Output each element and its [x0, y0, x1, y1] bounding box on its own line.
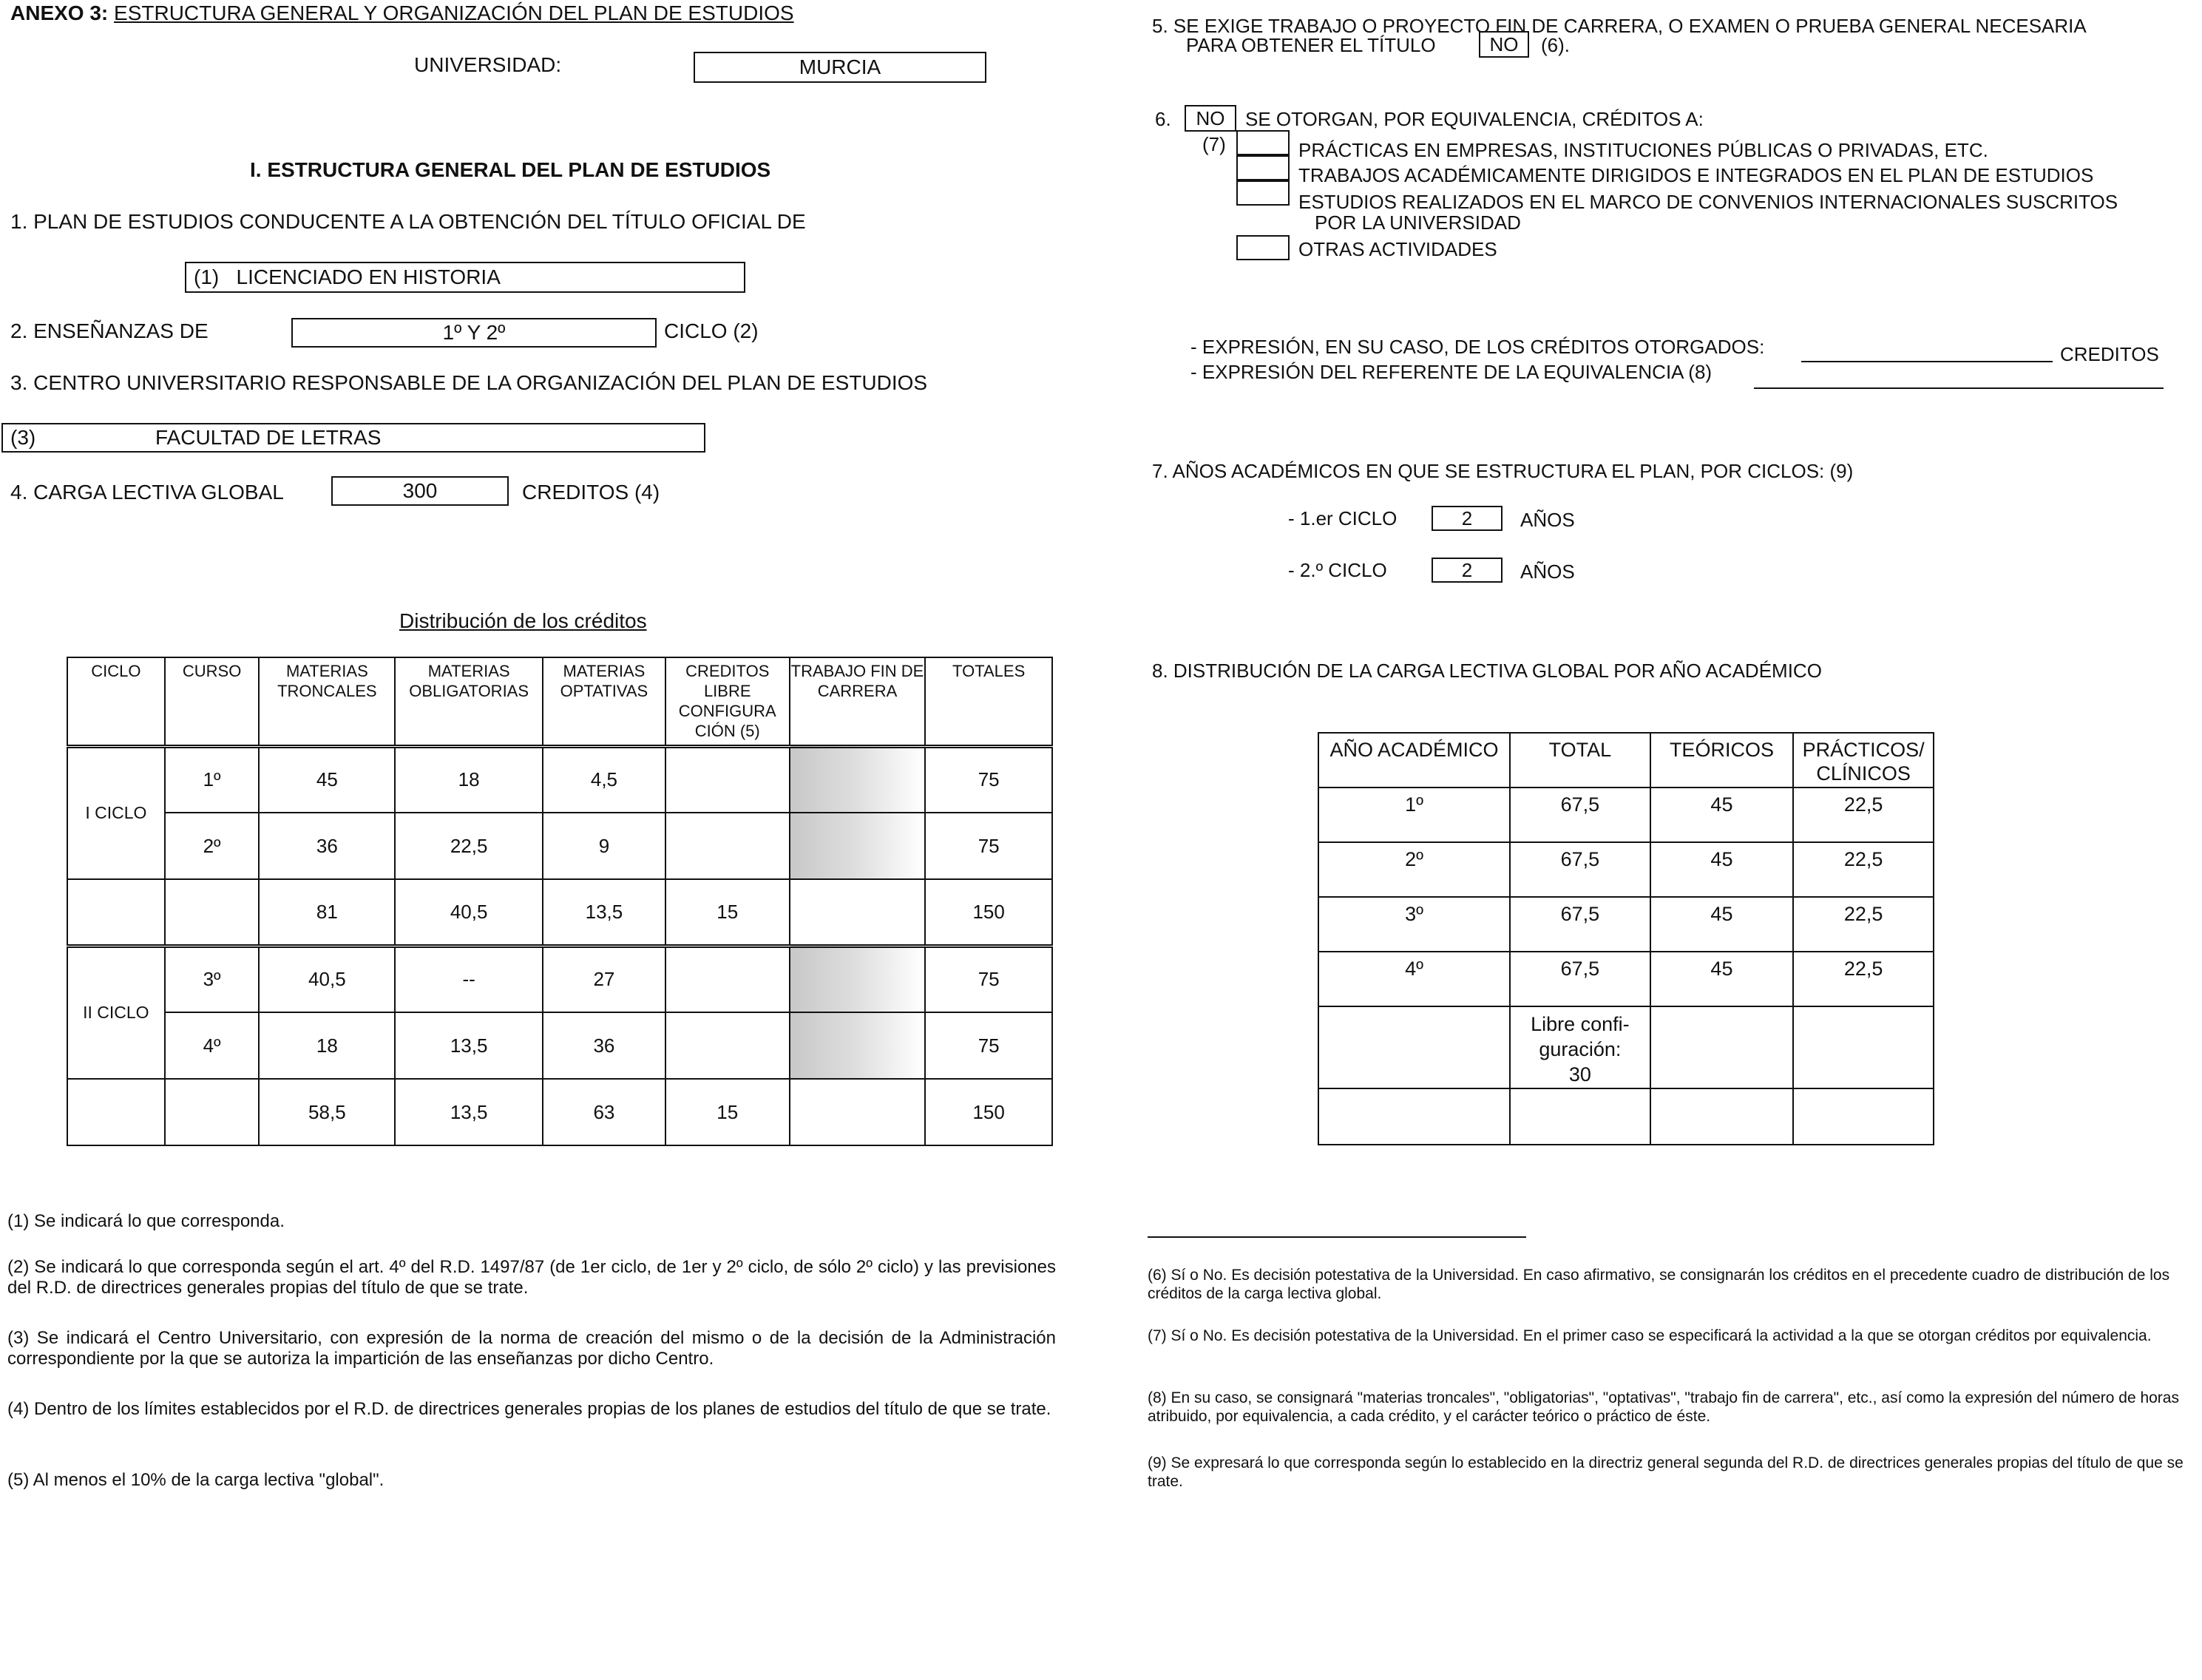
option-checkbox: [1236, 155, 1290, 180]
item5-line2: PARA OBTENER EL TÍTULO: [1186, 34, 1436, 56]
cell-obligatorias: 40,5: [395, 879, 543, 946]
cell-optativas: 4,5: [543, 746, 665, 813]
footnote-separator: [1148, 1236, 1526, 1238]
cell-troncales: 18: [259, 1012, 395, 1079]
cell-tfc: [790, 946, 926, 1012]
col-header-ciclo: CICLO: [67, 657, 165, 746]
cell-libre: [665, 746, 790, 813]
col-header-obligatorias: MATERIAS OBLIGATORIAS: [395, 657, 543, 746]
university-field: [694, 52, 986, 83]
cell-troncales: 36: [259, 813, 395, 879]
cell-obligatorias: 13,5: [395, 1079, 543, 1145]
cell-practicos: [1793, 1088, 1934, 1145]
credits-field: [331, 476, 509, 506]
cell-total: Libre confi- guración: 30: [1510, 1006, 1650, 1088]
col-header-teoricos: TEÓRICOS: [1650, 733, 1793, 788]
col-header-curso: CURSO: [165, 657, 260, 746]
cell-optativas: 13,5: [543, 879, 665, 946]
table-row: [67, 813, 1052, 879]
cycle2-years-value: 2: [1461, 558, 1473, 581]
item8-title: 8. DISTRIBUCIÓN DE LA CARGA LECTIVA GLOBAL POR AÑO ACADÉMICO: [1152, 660, 1822, 682]
expr-referent-label: - EXPRESIÓN DEL REFERENTE DE LA EQUIVALENCIA (8): [1190, 361, 1713, 383]
expr-credits-suffix: CREDITOS: [2060, 343, 2159, 365]
col-header-ano: AÑO ACADÉMICO: [1318, 733, 1510, 788]
cell-ano: 4º: [1318, 952, 1510, 1006]
cell-troncales: 58,5: [259, 1079, 395, 1145]
cell-libre: [665, 813, 790, 879]
cell-tfc: [790, 1012, 926, 1079]
table-row: [1318, 897, 1934, 952]
distribution-table: [67, 657, 1053, 1146]
item7-title: 7. AÑOS ACADÉMICOS EN QUE SE ESTRUCTURA EL PLAN, POR CICLOS: (9): [1152, 460, 1854, 482]
cell-libre: [665, 1012, 790, 1079]
item2-label: 2. ENSEÑANZAS DE: [10, 319, 209, 342]
cell-total: 75: [925, 1012, 1052, 1079]
cell-libre: 15: [665, 1079, 790, 1145]
cell-troncales: 40,5: [259, 946, 395, 1012]
footnote-9: (9) Se expresará lo que corresponda según lo establecido en la directriz general segunda del R.D. de directrices generales propias del título de que se trate.: [1148, 1454, 2184, 1490]
cycle-1-label: I CICLO: [67, 746, 165, 879]
table-row: [1318, 952, 1934, 1006]
cell-total: 75: [925, 746, 1052, 813]
cell-optativas: 36: [543, 1012, 665, 1079]
cell-practicos: 22,5: [1793, 897, 1934, 952]
expr-credits-line: [1801, 361, 2053, 362]
option-trabajos: TRABAJOS ACADÉMICAMENTE DIRIGIDOS E INTEGRADOS EN EL PLAN DE ESTUDIOS: [1298, 164, 2094, 186]
cell-ciclo: [67, 1079, 165, 1145]
cell-curso: 4º: [165, 1012, 260, 1079]
cell-libre: [665, 946, 790, 1012]
section-title: I. ESTRUCTURA GENERAL DEL PLAN DE ESTUDIOS: [250, 158, 771, 181]
footnote-1: (1) Se indicará lo que corresponda.: [7, 1211, 285, 1231]
load-table: [1318, 732, 1934, 1145]
cell-total: [1510, 1088, 1650, 1145]
cell-obligatorias: --: [395, 946, 543, 1012]
option-checkbox: [1236, 235, 1290, 260]
footnote-7: (7) Sí o No. Es decisión potestativa de la Universidad. En el primer caso se especificará la actividad a la que se otorgan créditos por equivalencia.: [1148, 1327, 2152, 1344]
table-row: [1318, 842, 1934, 897]
table-row: [67, 946, 1052, 1012]
cell-troncales: 45: [259, 746, 395, 813]
footnote-4: (4) Dentro de los límites establecidos por el R.D. de directrices generales propias de los planes de estudios del título de que se trate.: [7, 1399, 1051, 1419]
cell-practicos: 22,5: [1793, 842, 1934, 897]
cell-tfc: [790, 1079, 926, 1145]
cell-teoricos: 45: [1650, 952, 1793, 1006]
title-field: [185, 262, 745, 293]
item4-suffix: CREDITOS (4): [522, 481, 660, 504]
table-row: [67, 746, 1052, 813]
cell-curso: [165, 1079, 260, 1145]
cell-optativas: 9: [543, 813, 665, 879]
distribution-title: Distribución de los créditos: [399, 609, 647, 632]
cell-tfc: [790, 879, 926, 946]
cycle2-years-unit: AÑOS: [1520, 560, 1575, 583]
expr-referent-line: [1754, 387, 2164, 389]
col-header-total: TOTAL: [1510, 733, 1650, 788]
cell-optativas: 63: [543, 1079, 665, 1145]
cycle1-years-unit: AÑOS: [1520, 509, 1575, 531]
cell-total: 67,5: [1510, 952, 1650, 1006]
expr-credits-label: - EXPRESIÓN, EN SU CASO, DE LOS CRÉDITOS OTORGADOS:: [1190, 336, 1765, 358]
item1-text: 1. PLAN DE ESTUDIOS CONDUCENTE A LA OBTENCIÓN DEL TÍTULO OFICIAL DE: [10, 210, 806, 233]
cell-teoricos: 45: [1650, 788, 1793, 842]
cell-ano: 3º: [1318, 897, 1510, 952]
col-header-optativas: MATERIAS OPTATIVAS: [543, 657, 665, 746]
item5-line1: 5. SE EXIGE TRABAJO O PROYECTO FIN DE CARRERA, O EXAMEN O PRUEBA GENERAL NECESARIA: [1152, 15, 2087, 37]
annex-title: ESTRUCTURA GENERAL Y ORGANIZACIÓN DEL PLAN DE ESTUDIOS: [114, 1, 794, 24]
cell-obligatorias: 13,5: [395, 1012, 543, 1079]
cell-total: 150: [925, 879, 1052, 946]
cell-teoricos: 45: [1650, 897, 1793, 952]
cell-ano: 2º: [1318, 842, 1510, 897]
option-estudios-cont: POR LA UNIVERSIDAD: [1315, 211, 1521, 234]
table-row: [67, 1012, 1052, 1079]
cell-ciclo: [67, 879, 165, 946]
cell-curso: [165, 879, 260, 946]
cell-total: 150: [925, 1079, 1052, 1145]
cell-teoricos: 45: [1650, 842, 1793, 897]
cell-curso: 1º: [165, 746, 260, 813]
option-checkbox: [1236, 130, 1290, 155]
item2-suffix: CICLO (2): [664, 319, 759, 342]
cell-total: 75: [925, 946, 1052, 1012]
cell-total: 67,5: [1510, 842, 1650, 897]
item3-text: 3. CENTRO UNIVERSITARIO RESPONSABLE DE LA ORGANIZACIÓN DEL PLAN DE ESTUDIOS: [10, 371, 928, 394]
center-field: [1, 423, 705, 453]
annex-heading: [10, 1, 794, 25]
cell-optativas: 27: [543, 946, 665, 1012]
cell-total: 67,5: [1510, 788, 1650, 842]
annex-label: ANEXO 3:: [10, 1, 109, 24]
option-practicas: PRÁCTICAS EN EMPRESAS, INSTITUCIONES PÚBLICAS O PRIVADAS, ETC.: [1298, 139, 1988, 161]
cell-ano: [1318, 1088, 1510, 1145]
cell-total: 75: [925, 813, 1052, 879]
cell-ano: [1318, 1006, 1510, 1088]
credits-value: 300: [402, 479, 438, 502]
cell-practicos: 22,5: [1793, 952, 1934, 1006]
item6-text: SE OTORGAN, POR EQUIVALENCIA, CRÉDITOS A:: [1245, 108, 1704, 130]
col-header-troncales: MATERIAS TRONCALES: [259, 657, 395, 746]
item5-field: [1479, 31, 1529, 58]
item6-num: 6.: [1155, 108, 1171, 130]
cycles-value: 1º Y 2º: [442, 321, 506, 344]
table-row: [67, 879, 1052, 946]
cycle-2-label: II CICLO: [67, 946, 165, 1079]
col-header-tfc: TRABAJO FIN DE CARRERA: [790, 657, 926, 746]
item6-field: [1185, 105, 1236, 132]
cell-teoricos: [1650, 1006, 1793, 1088]
footnote-2: (2) Se indicará lo que corresponda según el art. 4º del R.D. 1497/87 (de 1er ciclo, de 1er y 2º ciclo, de sólo 2º ciclo) y las previsiones del R.D. de directrices generales propias del título de que se trate.: [7, 1257, 1056, 1298]
cycle2-label: - 2.º CICLO: [1288, 559, 1387, 581]
item6-value: NO: [1196, 106, 1225, 129]
table-row: [67, 1079, 1052, 1145]
cell-ano: 1º: [1318, 788, 1510, 842]
load-header-row: [1318, 733, 1934, 788]
cell-obligatorias: 18: [395, 746, 543, 813]
cell-total: 67,5: [1510, 897, 1650, 952]
item4-label: 4. CARGA LECTIVA GLOBAL: [10, 481, 284, 504]
center-num: (3): [10, 426, 36, 449]
cell-troncales: 81: [259, 879, 395, 946]
cell-tfc: [790, 746, 926, 813]
item6-note-ref: (7): [1202, 133, 1226, 155]
title-value: (1) LICENCIADO EN HISTORIA: [194, 265, 501, 288]
cycle1-years-value: 2: [1461, 507, 1473, 529]
cycle1-years-field: [1432, 506, 1503, 531]
footnote-8: (8) En su caso, se consignará "materias troncales", "obligatorias", "optativas", "trabajo fin de carrera", etc., así como la expresión del número de horas atribuido, por equivalencia, a cada crédito, y el carácter teórico o práctico de éste.: [1148, 1389, 2179, 1425]
cycles-field: [291, 318, 657, 348]
cell-practicos: 22,5: [1793, 788, 1934, 842]
university-value: MURCIA: [799, 55, 881, 78]
footnote-5: (5) Al menos el 10% de la carga lectiva "global".: [7, 1470, 384, 1490]
cell-libre: 15: [665, 879, 790, 946]
table-row: [1318, 1088, 1934, 1145]
option-otras: OTRAS ACTIVIDADES: [1298, 238, 1497, 260]
cell-obligatorias: 22,5: [395, 813, 543, 879]
cell-curso: 2º: [165, 813, 260, 879]
cell-teoricos: [1650, 1088, 1793, 1145]
option-checkbox: [1236, 180, 1290, 206]
distribution-header-row: [67, 657, 1052, 746]
university-label: UNIVERSIDAD:: [414, 53, 562, 76]
cell-practicos: [1793, 1006, 1934, 1088]
table-row: [1318, 1006, 1934, 1088]
col-header-totales: TOTALES: [925, 657, 1052, 746]
cycle1-label: - 1.er CICLO: [1288, 507, 1398, 529]
table-row: [1318, 788, 1934, 842]
col-header-practicos: PRÁCTICOS/ CLÍNICOS: [1793, 733, 1934, 788]
option-estudios: ESTUDIOS REALIZADOS EN EL MARCO DE CONVENIOS INTERNACIONALES SUSCRITOS: [1298, 191, 2118, 213]
footnote-3: (3) Se indicará el Centro Universitario, con expresión de la norma de creación del mismo o de la decisión de la Administración correspondiente por la que se autoriza la impartición de las enseñanzas por dicho Centro.: [7, 1328, 1056, 1369]
cycle2-years-field: [1432, 558, 1503, 583]
cell-curso: 3º: [165, 946, 260, 1012]
footnote-6: (6) Sí o No. Es decisión potestativa de la Universidad. En caso afirmativo, se consignarán los créditos en el precedente cuadro de distribución de los créditos de la carga lectiva global.: [1148, 1267, 2170, 1302]
item5-value: NO: [1489, 33, 1519, 55]
center-value: FACULTAD DE LETRAS: [155, 426, 382, 449]
item5-suffix: (6).: [1541, 34, 1570, 56]
col-header-libre: CREDITOS LIBRE CONFIGURA CIÓN (5): [665, 657, 790, 746]
cell-tfc: [790, 813, 926, 879]
